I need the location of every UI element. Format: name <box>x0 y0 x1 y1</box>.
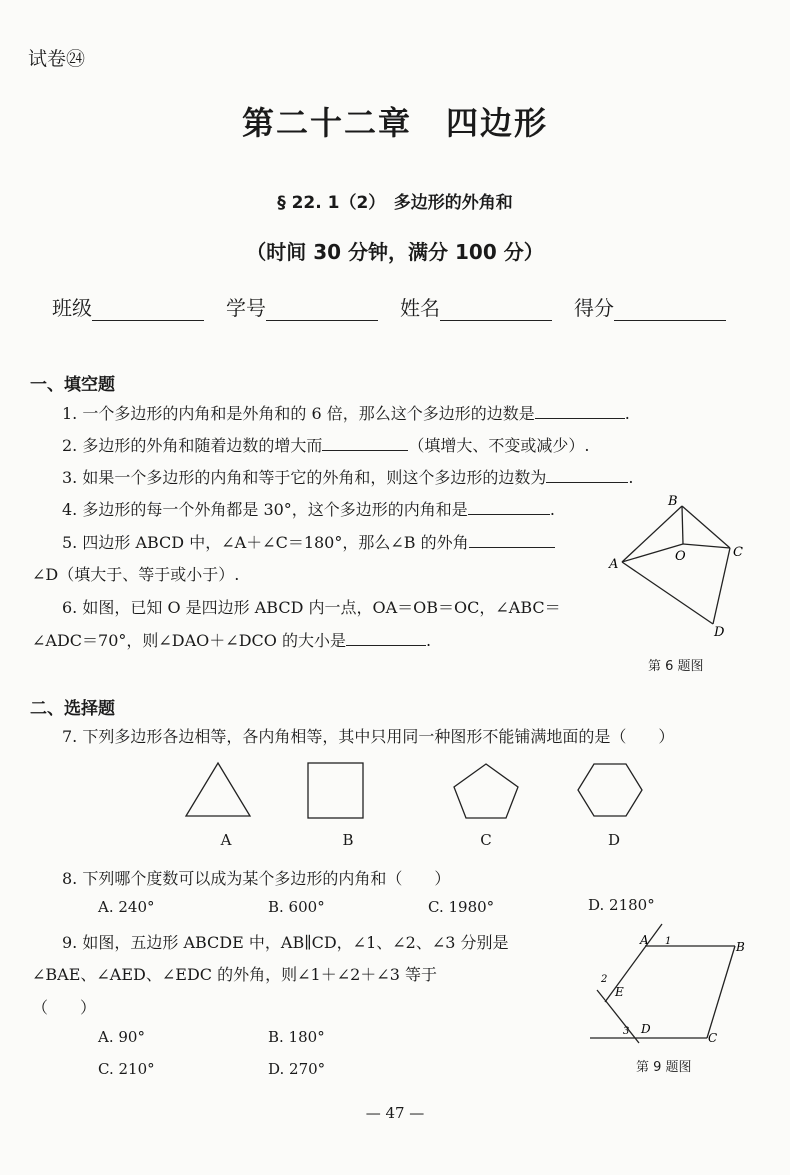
fig9-label-b: B <box>736 940 745 954</box>
name-label: 姓名 <box>400 296 440 320</box>
q6-text: ∠ADC＝70°，则∠DAO＋∠DCO 的大小是 <box>32 631 346 650</box>
fig9-label-3: 3 <box>623 1026 630 1037</box>
q8-option-d[interactable]: D. 2180° <box>588 896 655 914</box>
fig9-label-2: 2 <box>601 974 608 985</box>
q7-option-c[interactable]: C <box>480 831 492 849</box>
question-1 <box>62 401 630 424</box>
score-blank[interactable] <box>614 300 726 321</box>
fig9-label-d: D <box>641 1022 651 1036</box>
name-blank[interactable] <box>440 300 552 321</box>
square-shape <box>308 763 363 818</box>
q3-text: 3. 如果一个多边形的内角和等于它的外角和，则这个多边形的边数为 <box>62 468 547 487</box>
chapter-title: 第二十二章 四边形 <box>241 104 548 142</box>
q6-blank[interactable] <box>346 631 426 646</box>
q4-end: . <box>549 500 555 519</box>
q5-text: 5. 四边形 ABCD 中，∠A＋∠C＝180°，那么∠B 的外角 <box>62 533 469 552</box>
q3-blank[interactable] <box>546 468 628 483</box>
fig6-label-a: A <box>609 557 619 572</box>
fig6-label-c: C <box>733 545 743 560</box>
q7-option-a[interactable]: A <box>220 831 232 849</box>
question-5 <box>62 530 555 553</box>
class-field[interactable] <box>52 292 204 321</box>
question-9-line2: ∠BAE、∠AED、∠EDC 的外角，则∠1＋∠2＋∠3 等于 <box>32 965 437 984</box>
question-8: 8. 下列哪个度数可以成为某个多边形的内角和（ ） <box>62 869 451 888</box>
q2-end: （填增大、不变或减少）. <box>408 436 590 455</box>
student-id-field[interactable] <box>226 292 378 321</box>
score-field[interactable] <box>574 292 726 321</box>
figure-9 <box>585 920 760 1050</box>
time-info: （时间 30 分钟，满分 100 分） <box>246 240 544 264</box>
question-9-line3: （ ） <box>32 998 97 1017</box>
q5-blank[interactable] <box>469 533 555 548</box>
fig9-label-c: C <box>708 1031 718 1045</box>
fig6-label-d: D <box>714 625 725 640</box>
triangle-shape <box>186 763 250 816</box>
q4-blank[interactable] <box>468 500 550 515</box>
hexagon-shape <box>578 764 642 816</box>
fig9-caption: 第 9 题图 <box>636 1060 692 1075</box>
section-title: § 22. 1（2） 多边形的外角和 <box>277 193 513 213</box>
figure-6 <box>600 488 760 648</box>
q7-option-d[interactable]: D <box>607 831 621 849</box>
student-id-blank[interactable] <box>266 300 378 321</box>
question-2 <box>62 433 589 456</box>
question-6-line2 <box>32 628 431 651</box>
fig9-label-a: A <box>640 933 649 947</box>
question-7: 7. 下列多边形各边相等，各内角相等，其中只用同一种图形不能铺满地面的是（ ） <box>62 727 675 746</box>
class-label: 班级 <box>52 296 92 320</box>
fig6-label-b: B <box>668 494 678 509</box>
q2-text: 2. 多边形的外角和随着边数的增大而 <box>62 436 323 455</box>
part2-title: 二、选择题 <box>30 699 115 719</box>
question-3 <box>62 465 633 488</box>
q1-blank[interactable] <box>535 404 625 419</box>
q8-option-a[interactable]: A. 240° <box>98 898 155 916</box>
fig9-label-1: 1 <box>665 936 672 947</box>
q8-option-b[interactable]: B. 600° <box>268 898 325 916</box>
q6-end: . <box>425 631 432 650</box>
q3-end: . <box>628 468 634 487</box>
q9-option-d[interactable]: D. 270° <box>268 1060 326 1078</box>
q9-option-a[interactable]: A. 90° <box>98 1028 145 1046</box>
student-id-label: 学号 <box>226 296 266 320</box>
page-number: — 47 — <box>365 1104 425 1122</box>
q1-end: . <box>624 404 630 423</box>
name-field[interactable] <box>400 292 552 321</box>
fig6-label-o: O <box>675 549 686 564</box>
question-5-line2: ∠D（填大于、等于或小于）. <box>32 565 240 584</box>
part1-title: 一、填空题 <box>30 375 115 395</box>
q2-blank[interactable] <box>322 436 408 451</box>
q1-text: 1. 一个多边形的内角和是外角和的 6 倍，那么这个多边形的边数是 <box>62 404 535 423</box>
question-4 <box>62 497 555 520</box>
q7-shapes <box>180 758 660 824</box>
pentagon-shape <box>454 764 518 818</box>
fig9-label-e: E <box>615 985 624 999</box>
q4-text: 4. 多边形的每一个外角都是 30°，这个多边形的内角和是 <box>62 500 468 519</box>
paper-tag: 试卷㉔ <box>28 48 86 70</box>
q9-option-c[interactable]: C. 210° <box>98 1060 155 1078</box>
class-blank[interactable] <box>92 300 204 321</box>
q9-option-b[interactable]: B. 180° <box>268 1028 325 1046</box>
question-6-line1: 6. 如图，已知 O 是四边形 ABCD 内一点，OA＝OB＝OC，∠ABC＝ <box>62 598 561 617</box>
q8-option-c[interactable]: C. 1980° <box>428 898 495 916</box>
q7-option-b[interactable]: B <box>342 831 354 849</box>
fig6-caption: 第 6 题图 <box>648 659 704 674</box>
question-9-line1: 9. 如图，五边形 ABCDE 中，AB∥CD，∠1、∠2、∠3 分别是 <box>62 933 509 952</box>
score-label: 得分 <box>574 296 614 320</box>
